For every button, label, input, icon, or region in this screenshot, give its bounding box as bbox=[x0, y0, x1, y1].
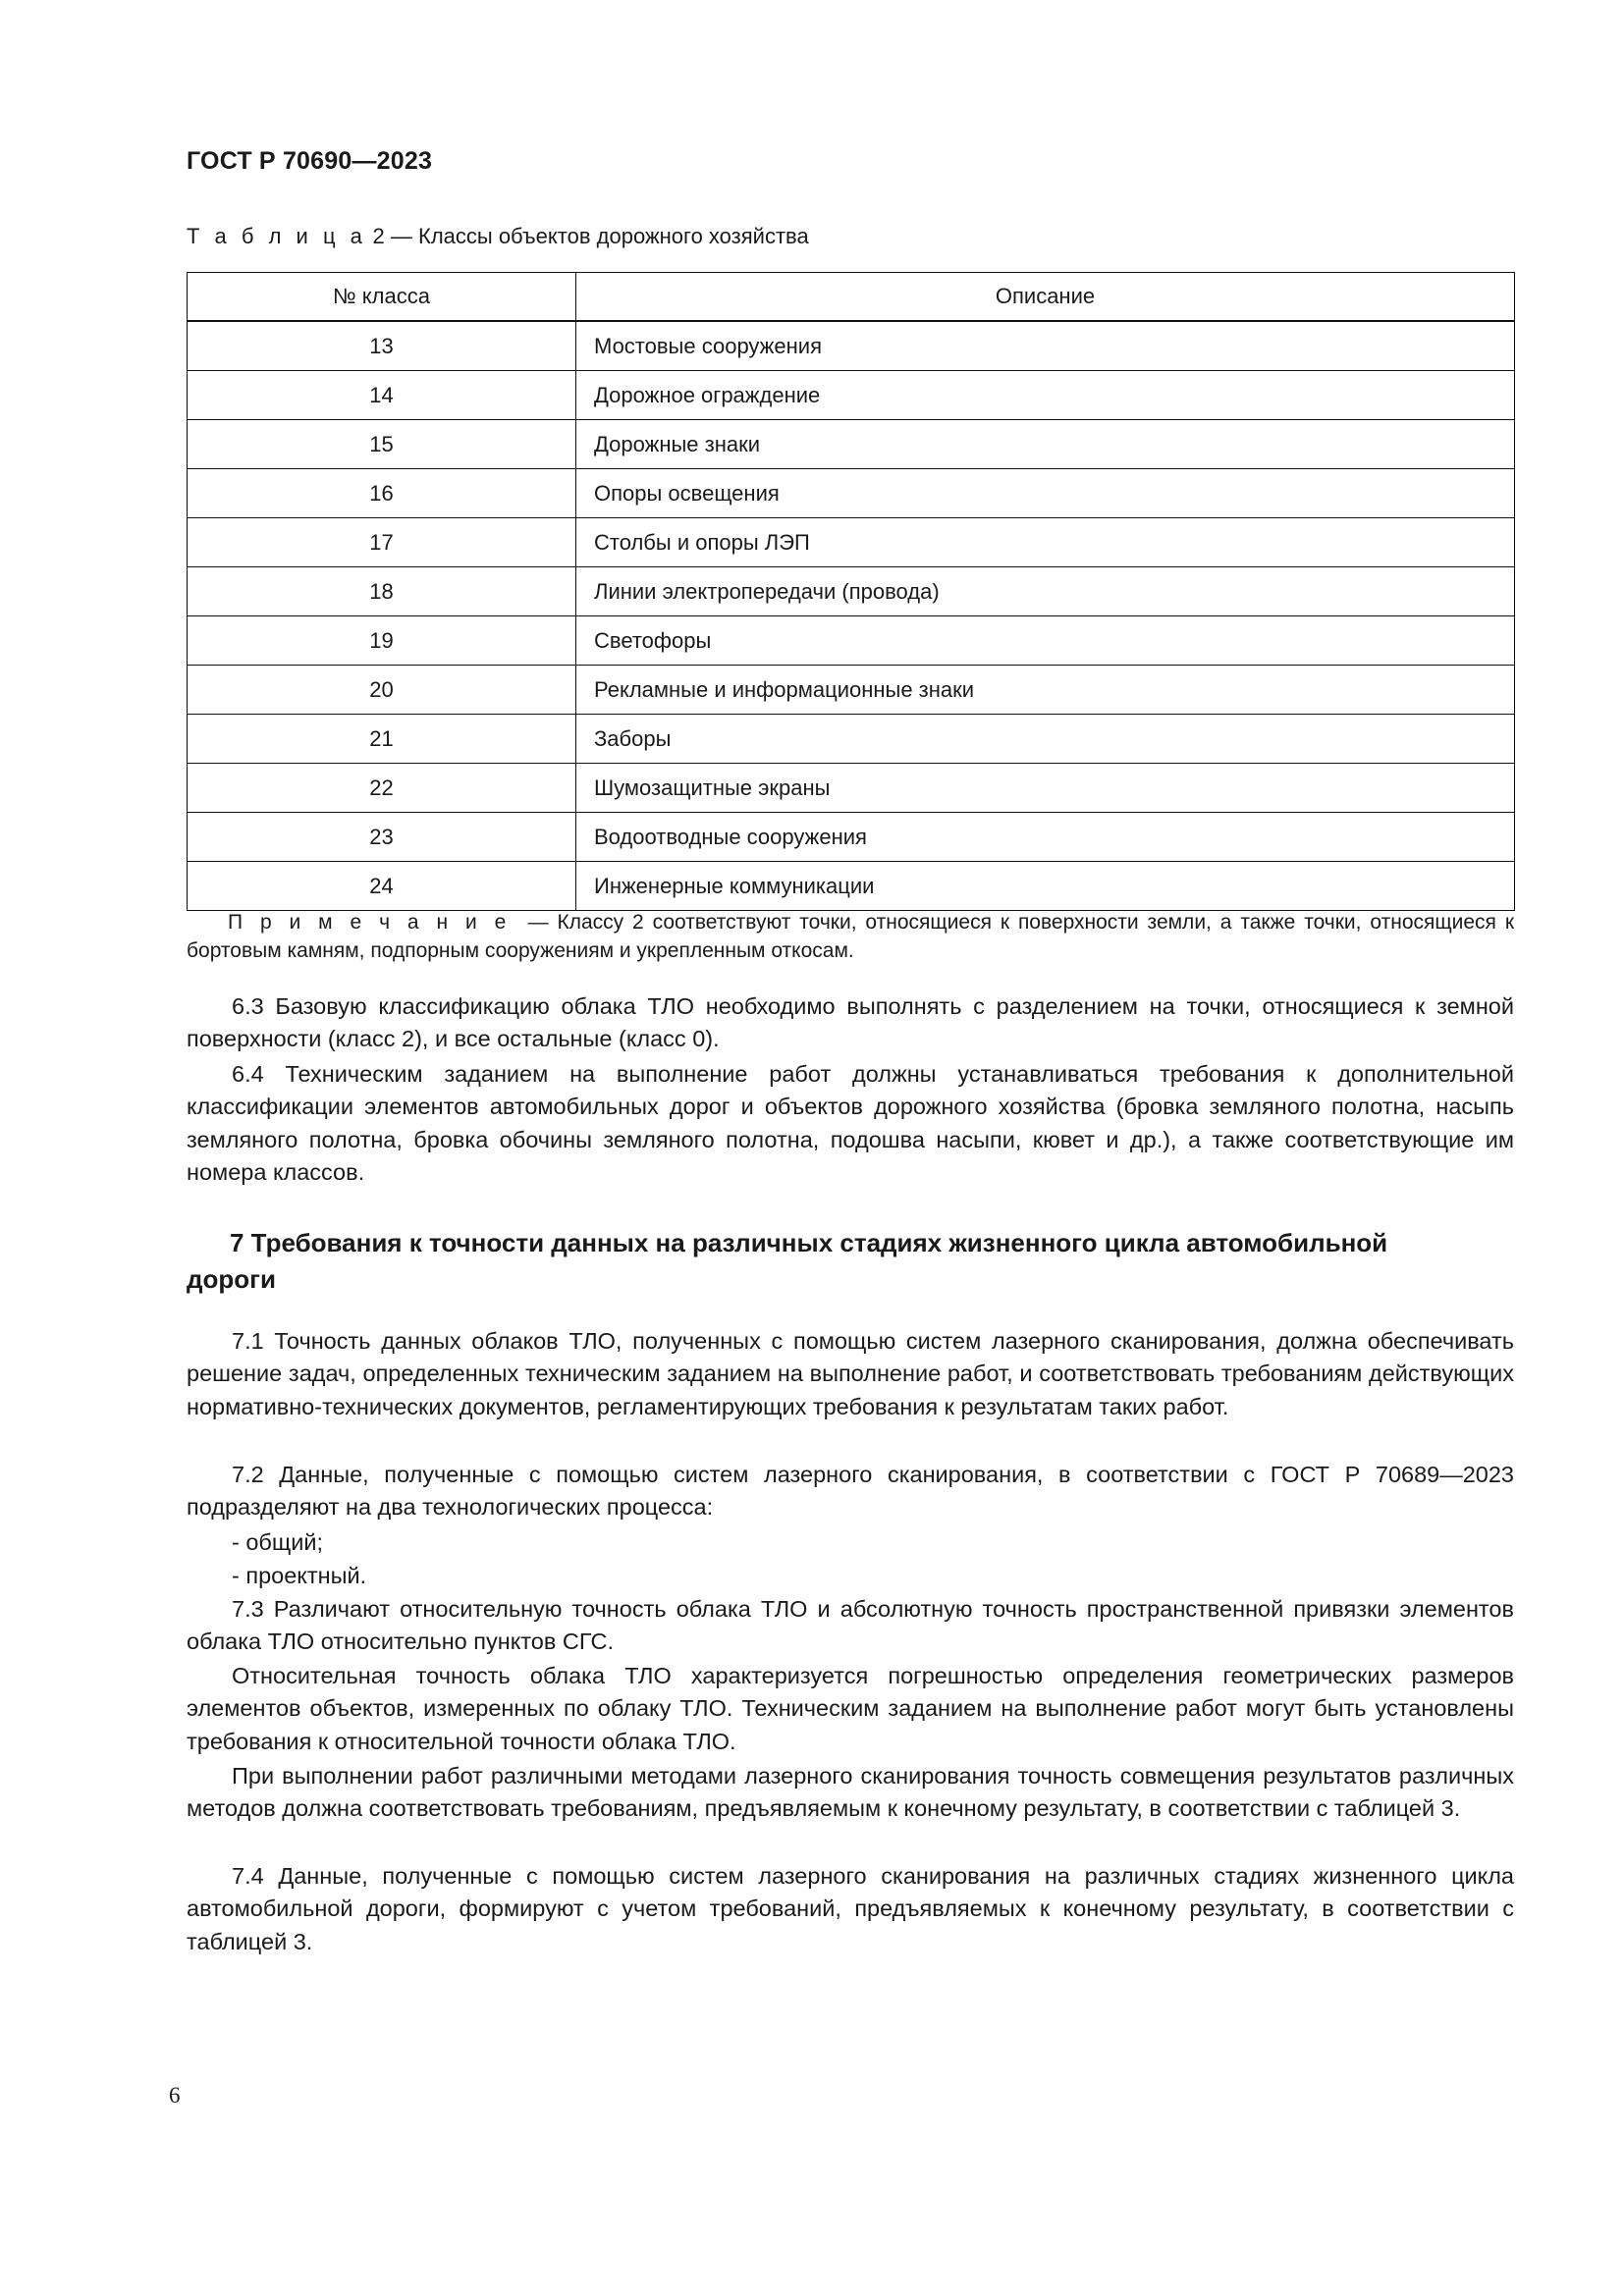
column-header-description: Описание bbox=[576, 273, 1515, 322]
cell-description: Инженерные коммуникации bbox=[576, 862, 1515, 911]
table-row bbox=[188, 469, 1515, 518]
cell-description: Рекламные и информационные знаки bbox=[576, 666, 1515, 715]
table-row bbox=[188, 715, 1515, 764]
cell-description: Мостовые сооружения bbox=[576, 321, 1515, 371]
cell-class-number: 15 bbox=[188, 420, 576, 469]
cell-class-number: 21 bbox=[188, 715, 576, 764]
paragraph-methods bbox=[187, 1760, 1514, 1826]
cell-description: Шумозащитные экраны bbox=[576, 764, 1515, 813]
list-item-2-text: - проектный. bbox=[232, 1563, 367, 1588]
table-row bbox=[188, 616, 1515, 666]
paragraph-methods-text: При выполнении работ различными методами лазерного сканирования точность совмещения результатов различных методов должна соответствовать требованиям, предъявляемым к конечному результату, в соответствии с таблицей 3. bbox=[187, 1763, 1514, 1822]
classes-table bbox=[187, 272, 1515, 911]
table-row bbox=[188, 420, 1515, 469]
table-row bbox=[188, 813, 1515, 862]
table-header bbox=[188, 273, 1515, 322]
cell-class-number: 24 bbox=[188, 862, 576, 911]
cell-description: Дорожные знаки bbox=[576, 420, 1515, 469]
cell-class-number: 18 bbox=[188, 567, 576, 616]
cell-class-number: 16 bbox=[188, 469, 576, 518]
section-heading-7 bbox=[187, 1225, 1483, 1298]
page-number: 6 bbox=[169, 2083, 181, 2108]
note-label: П р и м е ч а н и е bbox=[228, 911, 511, 934]
table-row bbox=[188, 371, 1515, 420]
paragraph-relative-accuracy-text: Относительная точность облака ТЛО характеризуется погрешностью определения геометрических размеров элементов объектов, измеренных по облаку ТЛО. Техническим заданием на выполнение работ могут быть установлены требования к относительной точности облака ТЛО. bbox=[187, 1663, 1514, 1754]
table-note bbox=[187, 909, 1514, 966]
running-head: ГОСТ Р 70690—2023 bbox=[187, 147, 433, 175]
cell-class-number: 22 bbox=[188, 764, 576, 813]
table-body bbox=[188, 321, 1515, 911]
table-row bbox=[188, 518, 1515, 567]
paragraph-6-3 bbox=[187, 990, 1514, 1056]
cell-description: Заборы bbox=[576, 715, 1515, 764]
cell-description: Водоотводные сооружения bbox=[576, 813, 1515, 862]
cell-description: Опоры освещения bbox=[576, 469, 1515, 518]
paragraph-7-3-text: 7.3 Различают относительную точность облака ТЛО и абсолютную точность пространственной привязки элементов облака ТЛО относительно пунктов СГС. bbox=[187, 1596, 1514, 1655]
paragraph-relative-accuracy bbox=[187, 1660, 1514, 1758]
table-row bbox=[188, 321, 1515, 371]
list-item bbox=[187, 1560, 1514, 1592]
table-row bbox=[188, 666, 1515, 715]
paragraph-7-4 bbox=[187, 1860, 1514, 1958]
table-caption-label: Т а б л и ц а bbox=[187, 224, 367, 248]
table-header-row bbox=[188, 273, 1515, 322]
cell-class-number: 19 bbox=[188, 616, 576, 666]
paragraph-6-4 bbox=[187, 1058, 1514, 1189]
list-item-1-text: - общий; bbox=[232, 1529, 324, 1555]
table-row bbox=[188, 567, 1515, 616]
section-heading-7-text: 7 Требования к точности данных на различных стадиях жизненного цикла автомобильной дороги bbox=[187, 1228, 1388, 1294]
paragraph-7-2 bbox=[187, 1459, 1514, 1524]
table-caption bbox=[187, 224, 809, 249]
cell-class-number: 23 bbox=[188, 813, 576, 862]
column-header-class-number: № класса bbox=[188, 273, 576, 322]
table-row bbox=[188, 764, 1515, 813]
cell-class-number: 20 bbox=[188, 666, 576, 715]
cell-description: Линии электропередачи (провода) bbox=[576, 567, 1515, 616]
paragraph-7-1-text: 7.1 Точность данных облаков ТЛО, полученных с помощью систем лазерного сканирования, должна обеспечивать решение задач, определенных техническим заданием на выполнение работ, и соответствовать требованиям действующих нормативно-технических документов, регламентирующих требования к результатам таких работ. bbox=[187, 1328, 1514, 1419]
paragraph-7-1 bbox=[187, 1325, 1514, 1423]
cell-description: Дорожное ограждение bbox=[576, 371, 1515, 420]
cell-class-number: 14 bbox=[188, 371, 576, 420]
paragraph-7-3 bbox=[187, 1593, 1514, 1659]
paragraph-6-3-text: 6.3 Базовую классификацию облака ТЛО необходимо выполнять с разделением на точки, относящиеся к земной поверхности (класс 2), и все остальные (класс 0). bbox=[187, 993, 1514, 1052]
paragraph-6-4-text: 6.4 Техническим заданием на выполнение работ должны устанавливаться требования к дополнительной классификации элементов автомобильных дорог и объектов дорожного хозяйства (бровка земляного полотна, насыпь земляного полотна, бровка обочины земляного полотна, подошва насыпи, кювет и др.), а также соответствующие им номера классов. bbox=[187, 1061, 1514, 1185]
cell-description: Столбы и опоры ЛЭП bbox=[576, 518, 1515, 567]
note-text: — Классу 2 соответствуют точки, относящиеся к поверхности земли, а также точки, относящиеся к бортовым камням, подпорным сооружениям и укрепленным откосам. bbox=[187, 911, 1515, 962]
table-row bbox=[188, 862, 1515, 911]
paragraph-7-2-text: 7.2 Данные, полученные с помощью систем лазерного сканирования, в соответствии с ГОСТ Р 70689—2023 подразделяют на два технологических процесса: bbox=[187, 1462, 1514, 1521]
table-caption-text: 2 — Классы объектов дорожного хозяйства bbox=[372, 224, 809, 248]
list-item bbox=[187, 1526, 1514, 1559]
cell-description: Светофоры bbox=[576, 616, 1515, 666]
paragraph-7-4-text: 7.4 Данные, полученные с помощью систем лазерного сканирования на различных стадиях жизненного цикла автомобильной дороги, формируют с учетом требований, предъявляемых к конечному результату, в соответствии с таблицей 3. bbox=[187, 1863, 1514, 1954]
cell-class-number: 13 bbox=[188, 321, 576, 371]
cell-class-number: 17 bbox=[188, 518, 576, 567]
